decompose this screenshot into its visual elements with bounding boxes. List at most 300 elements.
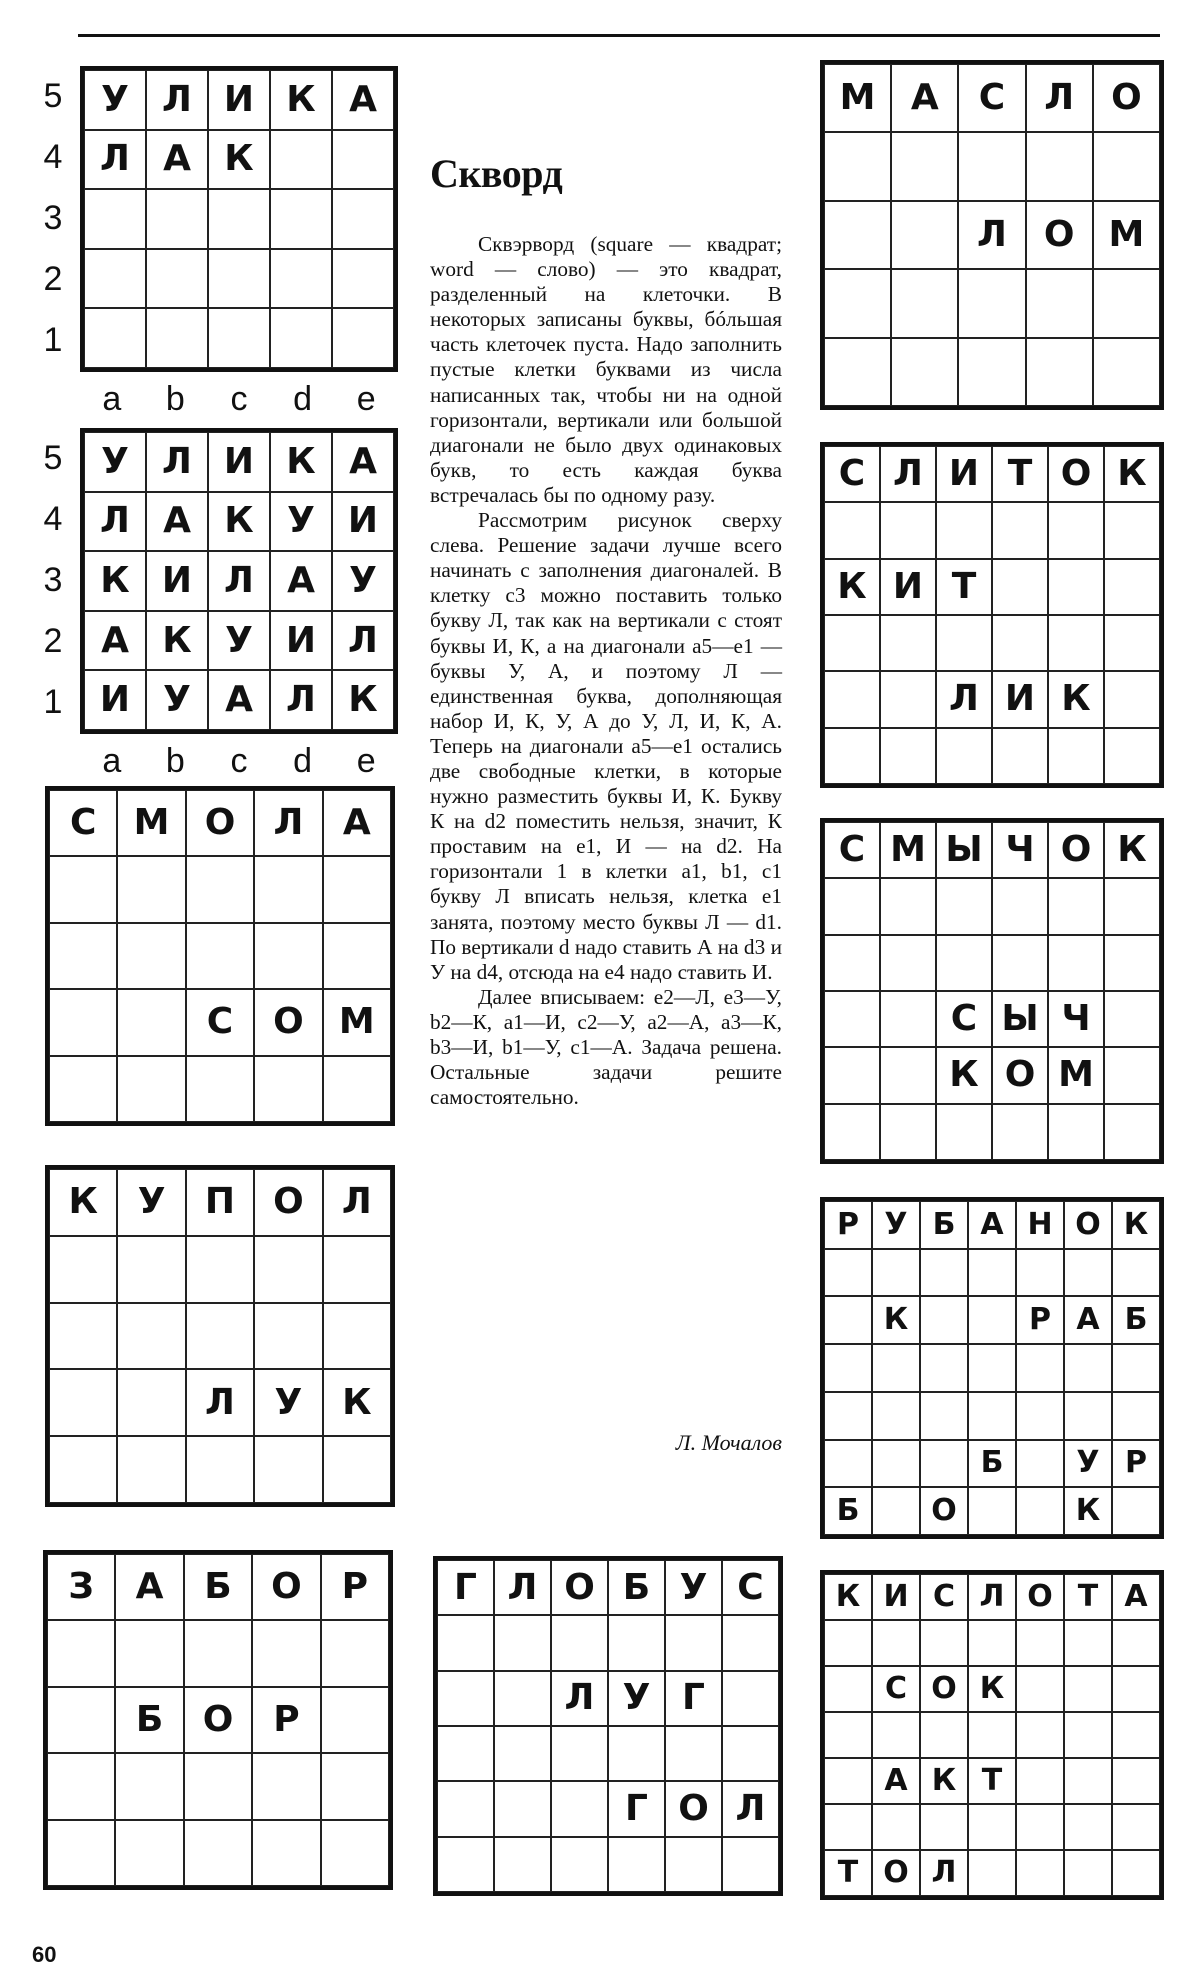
grid-cell: П <box>186 1169 254 1236</box>
grid-cell: Л <box>936 671 992 727</box>
grid-cell <box>992 615 1048 671</box>
grid-cell: С <box>936 991 992 1047</box>
grid-cell <box>872 1392 920 1440</box>
grid-cell <box>880 935 936 991</box>
grid-cell <box>665 1615 722 1670</box>
grid-cell <box>880 728 936 784</box>
puzzle-smola-grid <box>45 786 395 1126</box>
grid-cell <box>824 1392 872 1440</box>
grid-cell <box>1064 1712 1112 1758</box>
grid-cell <box>824 1440 872 1488</box>
grid-cell <box>1064 1620 1112 1666</box>
grid-cell: К <box>824 1574 872 1620</box>
grid-cell <box>891 201 958 269</box>
row-label: 3 <box>43 199 63 237</box>
grid-cell <box>872 1712 920 1758</box>
grid-cell: Ы <box>992 991 1048 1047</box>
grid-cell <box>186 856 254 922</box>
grid-cell: И <box>992 671 1048 727</box>
grid-cell <box>880 502 936 558</box>
grid-cell <box>936 615 992 671</box>
grid-cell <box>1026 338 1093 406</box>
column-label: e <box>356 380 376 418</box>
page-number: 60 <box>32 1942 57 1967</box>
grid-cell <box>1048 728 1104 784</box>
grid-cell: М <box>1048 1047 1104 1103</box>
grid-cell: А <box>872 1758 920 1804</box>
grid-cell <box>186 1056 254 1122</box>
grid-cell <box>1112 1758 1160 1804</box>
grid-cell <box>920 1296 968 1344</box>
grid-cell <box>722 1726 779 1781</box>
grid-cell: У <box>665 1560 722 1615</box>
grid-cell <box>1016 1850 1064 1896</box>
grid-cell <box>872 1804 920 1850</box>
grid-cell <box>872 1344 920 1392</box>
grid-cell: К <box>208 492 270 552</box>
grid-cell <box>1048 878 1104 934</box>
grid-cell: Л <box>1026 64 1093 132</box>
grid-cell: А <box>332 70 394 130</box>
grid-cell: К <box>1104 822 1160 878</box>
grid-cell: М <box>880 822 936 878</box>
grid-cell: Т <box>1064 1574 1112 1620</box>
grid-cell <box>824 1666 872 1712</box>
grid-cell: Л <box>332 611 394 671</box>
grid-cell <box>115 1753 183 1819</box>
grid-cell <box>270 308 332 368</box>
grid-cell <box>252 1620 320 1686</box>
grid-cell: О <box>252 1554 320 1620</box>
row-label: 5 <box>43 438 63 477</box>
grid-cell <box>494 1671 551 1726</box>
grid-cell <box>1016 1392 1064 1440</box>
grid-cell <box>722 1837 779 1892</box>
row-label: 1 <box>43 321 63 360</box>
grid-cell: И <box>208 432 270 492</box>
grid-cell: Р <box>321 1554 389 1620</box>
grid-cell: Л <box>186 1369 254 1436</box>
grid-cell <box>254 1436 322 1503</box>
grid-cell <box>936 728 992 784</box>
grid-cell <box>117 1303 185 1370</box>
grid-cell <box>1026 132 1093 200</box>
grid-cell: К <box>1112 1201 1160 1249</box>
article-paragraph: Сквэрворд (square — квадрат; word — слово) — это квадрат, разделенный на клеточки. В некоторых записаны буквы, бóльшая часть клеточек пуста. Надо заполнить пустые клетки буквами из числа написанных так, чтобы ни на одной горизонтали, вертикали или большой диагонали не было двух одинаковых букв, то есть каждая буква встречалась бы по одному разу. <box>430 232 782 507</box>
grid-cell <box>1112 1344 1160 1392</box>
grid-cell: О <box>992 1047 1048 1103</box>
grid-cell: О <box>872 1850 920 1896</box>
grid-cell <box>891 132 958 200</box>
grid-cell <box>117 1056 185 1122</box>
grid-cell <box>270 189 332 249</box>
grid-cell: О <box>254 989 322 1055</box>
grid-cell: У <box>1064 1440 1112 1488</box>
grid-cell <box>824 269 891 337</box>
grid-cell <box>1048 1104 1104 1160</box>
grid-cell <box>254 923 322 989</box>
grid-cell <box>49 923 117 989</box>
grid-cell <box>920 1392 968 1440</box>
grid-cell <box>722 1615 779 1670</box>
grid-cell <box>332 249 394 309</box>
grid-cell <box>208 189 270 249</box>
row-label: 5 <box>43 76 63 115</box>
grid-cell <box>1064 1850 1112 1896</box>
row-label: 1 <box>43 683 63 722</box>
grid-cell <box>117 923 185 989</box>
grid-cell <box>117 856 185 922</box>
grid-cell <box>608 1837 665 1892</box>
grid-cell <box>47 1753 115 1819</box>
grid-cell <box>117 989 185 1055</box>
grid-cell <box>1112 1850 1160 1896</box>
grid-cell <box>1112 1620 1160 1666</box>
grid-cell: У <box>84 70 146 130</box>
grid-cell <box>323 1236 391 1303</box>
grid-cell <box>824 1620 872 1666</box>
grid-cell <box>184 1620 252 1686</box>
column-label: c <box>230 380 248 418</box>
grid-cell <box>968 1487 1016 1535</box>
grid-cell <box>1104 559 1160 615</box>
grid-cell <box>1064 1666 1112 1712</box>
grid-cell <box>824 1758 872 1804</box>
row-label: 4 <box>43 137 63 176</box>
grid-cell: К <box>323 1369 391 1436</box>
grid-cell: Г <box>437 1560 494 1615</box>
grid-cell: А <box>208 670 270 730</box>
grid-cell: Л <box>494 1560 551 1615</box>
grid-cell: К <box>872 1296 920 1344</box>
grid-cell <box>84 308 146 368</box>
grid-cell <box>184 1820 252 1886</box>
grid-cell <box>608 1726 665 1781</box>
grid-cell <box>323 1056 391 1122</box>
grid-cell: Б <box>184 1554 252 1620</box>
grid-cell: О <box>1026 201 1093 269</box>
row-label: 4 <box>43 499 63 538</box>
grid-cell <box>824 132 891 200</box>
grid-cell <box>1112 1487 1160 1535</box>
puzzle-globus-grid <box>433 1556 783 1896</box>
grid-cell <box>1064 1392 1112 1440</box>
grid-cell: О <box>184 1687 252 1753</box>
grid-cell: О <box>920 1487 968 1535</box>
grid-cell: Б <box>920 1201 968 1249</box>
grid-cell <box>968 1620 1016 1666</box>
grid-cell <box>872 1620 920 1666</box>
row-label: 2 <box>43 622 63 661</box>
grid-cell <box>936 502 992 558</box>
grid-cell: Л <box>254 790 322 856</box>
grid-cell: А <box>146 130 208 190</box>
grid-cell: А <box>1112 1574 1160 1620</box>
grid-cell: С <box>186 989 254 1055</box>
grid-cell: У <box>146 670 208 730</box>
grid-cell <box>1048 502 1104 558</box>
grid-cell <box>49 1056 117 1122</box>
grid-cell: Б <box>824 1487 872 1535</box>
grid-cell: А <box>146 492 208 552</box>
grid-cell <box>186 1436 254 1503</box>
grid-cell <box>494 1726 551 1781</box>
puzzle-kupol-grid <box>45 1165 395 1507</box>
grid-cell <box>992 728 1048 784</box>
grid-cell <box>1026 269 1093 337</box>
grid-cell <box>146 249 208 309</box>
grid-cell <box>254 1303 322 1370</box>
grid-cell <box>722 1671 779 1726</box>
grid-cell: К <box>84 551 146 611</box>
grid-cell <box>824 615 880 671</box>
grid-cell <box>186 1236 254 1303</box>
grid-cell: С <box>722 1560 779 1615</box>
grid-cell <box>146 189 208 249</box>
grid-cell <box>880 671 936 727</box>
example-solution-grid <box>80 428 398 734</box>
page-title: Скворд <box>430 151 563 196</box>
grid-cell <box>958 338 1025 406</box>
grid-cell: О <box>1064 1201 1112 1249</box>
grid-cell: Т <box>936 559 992 615</box>
grid-cell <box>270 130 332 190</box>
grid-cell <box>117 1436 185 1503</box>
grid-cell: Н <box>1016 1201 1064 1249</box>
column-label: c <box>230 742 248 780</box>
article-text <box>430 232 782 1110</box>
grid-cell <box>1016 1249 1064 1297</box>
grid-cell <box>1064 1249 1112 1297</box>
grid-cell <box>824 935 880 991</box>
grid-cell <box>49 1436 117 1503</box>
grid-cell <box>992 935 1048 991</box>
grid-cell <box>1016 1620 1064 1666</box>
grid-cell <box>254 856 322 922</box>
grid-cell: Ч <box>992 822 1048 878</box>
grid-cell <box>1016 1758 1064 1804</box>
grid-cell <box>1016 1666 1064 1712</box>
grid-cell <box>84 249 146 309</box>
grid-cell: У <box>872 1201 920 1249</box>
article-author: Л. Мочалов <box>675 1430 782 1455</box>
grid-cell <box>968 1850 1016 1896</box>
grid-cell <box>437 1837 494 1892</box>
grid-cell: И <box>872 1574 920 1620</box>
grid-cell <box>1112 1666 1160 1712</box>
grid-cell <box>323 923 391 989</box>
grid-cell: Л <box>270 670 332 730</box>
grid-cell <box>1104 671 1160 727</box>
grid-cell <box>551 1837 608 1892</box>
grid-cell: К <box>1048 671 1104 727</box>
grid-cell <box>208 249 270 309</box>
grid-cell: Л <box>84 130 146 190</box>
grid-cell: К <box>968 1666 1016 1712</box>
top-rule <box>78 34 1160 37</box>
grid-cell: К <box>270 70 332 130</box>
column-label: d <box>293 380 313 418</box>
grid-cell: С <box>824 822 880 878</box>
grid-cell: У <box>608 1671 665 1726</box>
grid-cell <box>252 1820 320 1886</box>
grid-cell: О <box>1048 822 1104 878</box>
grid-cell <box>824 1104 880 1160</box>
puzzle-kislota-grid <box>820 1570 1164 1900</box>
grid-cell <box>968 1296 1016 1344</box>
grid-cell <box>880 1047 936 1103</box>
grid-cell <box>1016 1712 1064 1758</box>
grid-cell: Р <box>1112 1440 1160 1488</box>
grid-cell: Л <box>551 1671 608 1726</box>
grid-cell <box>824 1047 880 1103</box>
grid-cell <box>321 1753 389 1819</box>
grid-cell <box>186 923 254 989</box>
grid-cell: А <box>115 1554 183 1620</box>
grid-cell <box>323 1436 391 1503</box>
grid-cell <box>437 1781 494 1836</box>
grid-cell <box>270 249 332 309</box>
grid-cell <box>321 1620 389 1686</box>
grid-cell: К <box>920 1758 968 1804</box>
grid-cell: К <box>146 611 208 671</box>
grid-cell <box>824 1249 872 1297</box>
grid-cell <box>880 1104 936 1160</box>
grid-cell <box>1104 878 1160 934</box>
article-paragraph: Рассмотрим рисунок сверху слева. Решение задачи лучше всего начинать с заполнения диагоналей. В клетку c3 можно поставить только букву Л, так как на вертикали c стоят буквы И, К, а на диагонали a5—e1 — буквы У, А, и поэтому Л — единственная буква, дополняющая набор И, К, У, А до У, Л, И, К, А. Теперь на диагонали a5—e1 остались две свободные клетки, в которые нужно разместить буквы И, К. Букву К на d2 поместить нельзя, значит, К проставим на e1, И — на d2. На горизонтали 1 в клетки a1, b1, c1 букву Л вписать нельзя, клетка e1 занята, поэтому место буквы Л — d1. По вертикали d надо ставить А на d3 и У на d4, отсюда на e4 надо ставить И. <box>430 508 782 984</box>
grid-cell: У <box>254 1369 322 1436</box>
grid-cell <box>437 1615 494 1670</box>
grid-cell: И <box>936 446 992 502</box>
grid-cell <box>958 132 1025 200</box>
grid-cell <box>186 1303 254 1370</box>
grid-cell: К <box>1104 446 1160 502</box>
grid-cell: У <box>84 432 146 492</box>
grid-cell <box>665 1726 722 1781</box>
grid-cell: Б <box>115 1687 183 1753</box>
grid-cell <box>958 269 1025 337</box>
grid-cell <box>824 201 891 269</box>
grid-cell <box>1016 1804 1064 1850</box>
grid-cell: Л <box>84 492 146 552</box>
grid-cell <box>1104 991 1160 1047</box>
grid-cell <box>1016 1487 1064 1535</box>
grid-cell: М <box>824 64 891 132</box>
grid-cell <box>824 502 880 558</box>
grid-cell <box>824 1712 872 1758</box>
grid-cell <box>1093 269 1160 337</box>
grid-cell <box>1112 1249 1160 1297</box>
grid-cell: К <box>270 432 332 492</box>
grid-cell: А <box>891 64 958 132</box>
grid-cell <box>968 1392 1016 1440</box>
grid-cell <box>323 1303 391 1370</box>
grid-cell <box>115 1820 183 1886</box>
grid-cell <box>321 1820 389 1886</box>
grid-cell <box>1064 1804 1112 1850</box>
grid-cell: С <box>920 1574 968 1620</box>
grid-cell <box>47 1687 115 1753</box>
grid-cell: Т <box>824 1850 872 1896</box>
grid-cell: У <box>270 492 332 552</box>
grid-cell <box>824 728 880 784</box>
grid-cell <box>321 1687 389 1753</box>
grid-cell <box>992 559 1048 615</box>
grid-cell <box>968 1249 1016 1297</box>
grid-cell <box>49 989 117 1055</box>
example-puzzle-grid <box>80 66 398 372</box>
grid-cell: О <box>665 1781 722 1836</box>
grid-cell: Л <box>722 1781 779 1836</box>
grid-cell: К <box>332 670 394 730</box>
grid-cell: О <box>1016 1574 1064 1620</box>
grid-cell: Л <box>208 551 270 611</box>
grid-cell: А <box>84 611 146 671</box>
grid-cell: Л <box>958 201 1025 269</box>
puzzle-slitok-grid <box>820 442 1164 788</box>
row-label: 2 <box>43 260 63 299</box>
grid-cell <box>891 269 958 337</box>
grid-cell: У <box>332 551 394 611</box>
column-label: e <box>356 742 376 780</box>
grid-cell <box>1016 1344 1064 1392</box>
grid-cell <box>1064 1758 1112 1804</box>
grid-cell: С <box>872 1666 920 1712</box>
grid-cell <box>1112 1712 1160 1758</box>
grid-cell <box>824 878 880 934</box>
grid-cell: И <box>146 551 208 611</box>
grid-cell: З <box>47 1554 115 1620</box>
grid-cell <box>992 502 1048 558</box>
column-label: a <box>102 380 122 418</box>
grid-cell <box>1104 1104 1160 1160</box>
grid-cell <box>608 1615 665 1670</box>
grid-cell <box>551 1615 608 1670</box>
grid-cell <box>992 1104 1048 1160</box>
grid-cell: И <box>880 559 936 615</box>
grid-cell <box>332 189 394 249</box>
grid-cell <box>47 1820 115 1886</box>
article-paragraph: Далее вписываем: e2—Л, e3—У, b2—К, a1—И, c2—У, a2—А, a3—К, b3—И, b1—У, c1—А. Задача решена. Остальные задачи решите самостоятельно. <box>430 984 782 1110</box>
grid-cell <box>254 1056 322 1122</box>
grid-cell: Р <box>252 1687 320 1753</box>
grid-cell <box>117 1236 185 1303</box>
grid-cell: М <box>117 790 185 856</box>
grid-cell: Ы <box>936 822 992 878</box>
grid-cell <box>824 1344 872 1392</box>
grid-cell <box>968 1712 1016 1758</box>
grid-cell <box>872 1249 920 1297</box>
row-label: 3 <box>43 561 63 599</box>
grid-cell <box>936 878 992 934</box>
grid-cell: Г <box>608 1781 665 1836</box>
grid-cell: О <box>1048 446 1104 502</box>
grid-cell <box>551 1781 608 1836</box>
grid-cell: Л <box>880 446 936 502</box>
grid-cell: И <box>84 670 146 730</box>
grid-cell <box>665 1837 722 1892</box>
grid-cell <box>494 1781 551 1836</box>
grid-cell: Т <box>968 1758 1016 1804</box>
grid-cell: Б <box>608 1560 665 1615</box>
grid-cell <box>1093 338 1160 406</box>
grid-cell <box>920 1344 968 1392</box>
puzzle-zabor-grid <box>43 1550 393 1890</box>
column-label: a <box>102 742 122 780</box>
grid-cell: М <box>323 989 391 1055</box>
grid-cell: Л <box>146 432 208 492</box>
grid-cell <box>968 1804 1016 1850</box>
